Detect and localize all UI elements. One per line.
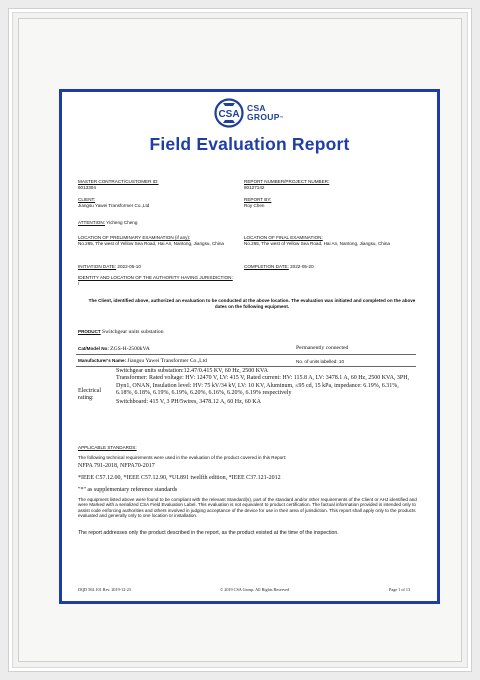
permanently-connected: Permanently connected	[296, 345, 349, 351]
csa-logo-icon	[214, 98, 244, 128]
manufacturer-label: Manufacturer's Name:	[78, 358, 127, 363]
report-number-value: 80127142	[244, 184, 265, 190]
manufacturer-line	[78, 358, 207, 365]
attention-label: ATTENTION:	[78, 220, 105, 225]
final-location-label: LOCATION OF FINAL EXAMINATION:	[244, 235, 323, 240]
master-contract-label: MASTER CONTRACT/CUSTOMER ID:	[78, 179, 159, 184]
logo-line-csa: CSA	[247, 103, 266, 113]
client-value: Jiangsu Yawei Transformer Co.,Ltd	[78, 202, 150, 208]
standards-intro: The following technical requirements were used in the evaluation of the product covered in this Report:	[78, 455, 287, 460]
standards-line-2: *IEEE C57.12.00, *IEEE C57.12.90, *UL891 twelfth edition, *IEEE C37.121-2012	[78, 475, 281, 481]
report-by-label: REPORT BY:	[244, 197, 272, 202]
initiation-date-label: INITIATION DATE:	[78, 264, 117, 269]
divider-2	[76, 366, 416, 367]
standards-line-1: NFPA 791-2018, NFPA70-2017	[78, 463, 155, 469]
report-page	[59, 89, 440, 604]
closing-statement: The report addresses only the product described in the report, as the product existed at the time of the inspection.	[78, 530, 339, 536]
units-labelled-line	[296, 359, 344, 365]
report-number-block	[244, 179, 329, 190]
product-value: Switchgear units substation	[102, 329, 164, 335]
compliance-paragraph: The equipment listed above were found to be compliant with the relevant Standard(s), part of the standard and/or other requirements of the Client or AHJ identified and were Marked with a serialized CSA Field Evaluation Label. This evaluation is not equivalent to product certification. The factual information provided is intended only to assist code enforcing authorities and others involved in judging acceptance of the device for use in their area of jurisdiction. This report shall apply only to the products evaluated and generally only to one location or installation.	[78, 497, 417, 519]
model-label: Cat/Model No:	[78, 346, 109, 351]
client-label: CLIENT:	[78, 197, 96, 202]
electrical-line-3: Switchboard: 415 V, 3 PH/5wires, 3478.12 A, 60 Hz, 60 KA	[116, 398, 261, 405]
report-by-value: Roy Chen	[244, 202, 265, 208]
final-location-value: No.265, The west of Yellow Sea Road, Hai An, Nantong, Jiangsu, China	[244, 240, 390, 246]
prelim-location-value: No.265, The west of Yellow Sea Road, Hai An, Nantong, Jiangsu, China	[78, 240, 224, 246]
logo-trademark: ™	[279, 115, 284, 120]
page-title: Field Evaluation Report	[149, 134, 350, 154]
model-line	[78, 346, 150, 353]
electrical-line-2: Transformer: Rated voltage: HV: 12470 V, LV: 415 V, Rated current: HV: 115.8 A, LV: 3478.1 A, 60 Hz, 2500 KVA, 3PH, Dyn1, ONAN, Insulation level: HV: 75 kV/34 kV, LV: 10 KV, Aluminum, ≤95 cd, 15 kPa, impedance: 6.19%, 6.31%, 6.18%, 6.18%, 6.19%, 6.19%, 6.20%, 6.16%, 6.20%, 6.19% respectively	[116, 375, 410, 397]
attention-block	[78, 220, 137, 226]
authority-label: IDENTITY AND LOCATION OF THE AUTHORITY HAVING JURISDICTION:	[78, 275, 233, 280]
electrical-rating-label: Electrical rating:	[78, 388, 101, 402]
footer-copyright: © 2019 CSA Group. All Rights Reserved	[220, 587, 290, 592]
product-label: PRODUCT	[78, 329, 101, 334]
manufacturer-value: Jiangsu Yawei Transformer Co.,Ltd	[127, 358, 207, 364]
units-labelled-label: No. of units labelled:	[296, 359, 338, 364]
model-value: ZGS-H-2500kVA	[110, 346, 150, 352]
divider-1	[76, 354, 416, 355]
prelim-location-label: LOCATION OF PRELIMINARY EXAMINATION (if any):	[78, 235, 191, 240]
client-block	[78, 197, 149, 208]
master-contract-value: 6013304	[78, 184, 96, 190]
final-location-block	[244, 235, 424, 246]
authority-value: /	[78, 280, 80, 286]
evaluation-statement: The Client, identified above, authorized an evaluation to be conducted at the above location. The evaluation was initiated and completed on the above dates on the following equipment.	[88, 298, 416, 309]
electrical-line-1: Switchgear units substation:12.47/0.415 KV, 60 Hz, 2500 KVA	[116, 368, 268, 374]
footer-document-code: DQD 502.101 Rev. 2019-12-23	[78, 587, 131, 592]
completion-date-block	[244, 264, 314, 270]
authority-block	[78, 275, 233, 286]
standards-note: "*" as supplementary reference standards	[78, 487, 178, 493]
completion-date-label: COMPLETION DATE:	[244, 264, 289, 269]
initiation-date-value: 2022-05-10	[117, 264, 141, 269]
units-labelled-value: 10	[338, 359, 345, 364]
completion-date-value: 2022-05-20	[290, 264, 314, 269]
prelim-location-block	[78, 235, 234, 246]
logo-line-group: GROUP	[247, 112, 280, 122]
svg-text:CSA: CSA	[218, 109, 240, 120]
attention-value: Yicheng Cheng	[106, 220, 138, 225]
initiation-date-block	[78, 264, 141, 270]
standards-label: APPLICABLE STANDARDS:	[78, 445, 137, 450]
report-by-block	[244, 197, 271, 208]
csa-group-logo	[214, 96, 284, 130]
electrical-rating-body	[116, 368, 416, 406]
footer-page-number: Page 1 of 13	[389, 587, 411, 592]
certificate-frame	[8, 8, 472, 672]
product-line	[78, 329, 164, 336]
report-number-label: REPORT NUMBER/PROJECT NUMBER:	[244, 179, 330, 184]
master-contract-block	[78, 179, 159, 190]
